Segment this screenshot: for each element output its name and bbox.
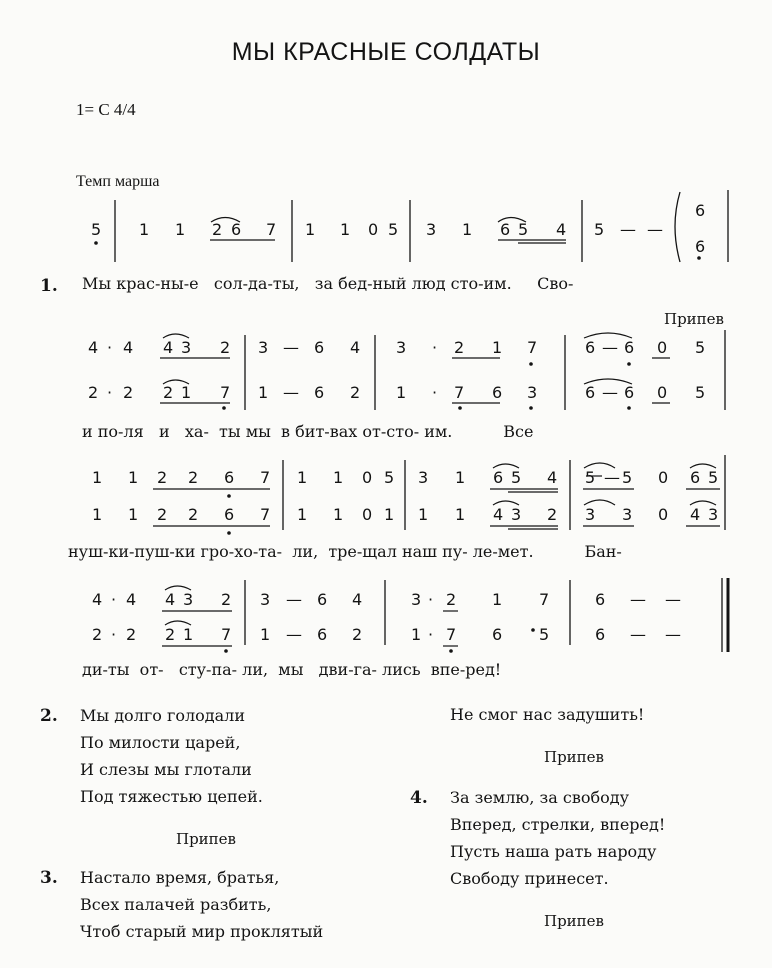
note: 6 xyxy=(492,383,503,402)
note: 6 xyxy=(317,590,328,609)
note: 0 xyxy=(362,468,373,487)
note: 6 xyxy=(224,468,235,487)
note: 5 xyxy=(622,468,633,487)
note: 3 xyxy=(396,338,407,357)
verse-line: Под тяжестью цепей. xyxy=(80,787,263,806)
note: — xyxy=(620,220,636,239)
verse-line: Всех палачей разбить, xyxy=(80,895,272,914)
lyrics-line-2: и по-ля и ха- ты мы в бит-вах от-сто- им. Все xyxy=(82,422,534,441)
note: 5 xyxy=(585,468,596,487)
note: 1 xyxy=(260,625,271,644)
note: 2 xyxy=(220,338,231,357)
note: 3 xyxy=(183,590,194,609)
note: 2 xyxy=(188,505,199,524)
note: 4 xyxy=(165,590,176,609)
note: 3 xyxy=(511,505,522,524)
note: · xyxy=(107,383,113,402)
note: · xyxy=(428,590,434,609)
lyrics-line-1: Мы крас-ны-е сол-да-ты, за бед-ный люд сто-им. Сво- xyxy=(82,274,574,293)
note: 7 xyxy=(260,468,271,487)
note: 7 xyxy=(260,505,271,524)
note: 6 xyxy=(690,468,701,487)
verse-line: Не смог нас задушить! xyxy=(450,705,645,724)
note: 1 xyxy=(333,505,344,524)
note: 4 xyxy=(556,220,567,239)
note: · xyxy=(111,590,117,609)
note: 4 xyxy=(547,468,558,487)
note: 0 xyxy=(362,505,373,524)
note: 3 xyxy=(260,590,271,609)
note: 1 xyxy=(139,220,150,239)
note: 6 xyxy=(695,237,706,256)
note: 1 xyxy=(258,383,269,402)
note: 6 xyxy=(314,383,325,402)
note: 5 xyxy=(695,338,706,357)
note: — xyxy=(602,383,618,402)
note: 2 xyxy=(350,383,361,402)
verse-line: И слезы мы глотали xyxy=(80,760,252,779)
note: 0 xyxy=(368,220,379,239)
note: 1 xyxy=(128,505,139,524)
note: 2 xyxy=(163,383,174,402)
note: 2 xyxy=(547,505,558,524)
note: 6 xyxy=(493,468,504,487)
note: 2 xyxy=(221,590,232,609)
note: 1 xyxy=(384,505,395,524)
note: 5 xyxy=(708,468,719,487)
note: 4 xyxy=(126,590,137,609)
verse-line: Пусть наша рать народу xyxy=(450,842,657,861)
note: 4 xyxy=(350,338,361,357)
note: 3 xyxy=(418,468,429,487)
verse-number: 2. xyxy=(40,706,58,726)
note: 1 xyxy=(492,590,503,609)
note: 1 xyxy=(175,220,186,239)
verse-line: За землю, за свободу xyxy=(450,788,629,807)
note: 3 xyxy=(527,383,538,402)
note: 1 xyxy=(340,220,351,239)
note: 3 xyxy=(181,338,192,357)
note: 7 xyxy=(221,625,232,644)
note: 5 xyxy=(91,220,102,239)
note: 0 xyxy=(658,468,669,487)
note: 1 xyxy=(183,625,194,644)
note: 6 xyxy=(224,505,235,524)
refrain-label: Припев xyxy=(544,748,604,766)
note: · xyxy=(111,625,117,644)
note: 5 xyxy=(511,468,522,487)
note: · xyxy=(107,338,113,357)
note: 3 xyxy=(411,590,422,609)
note: 2 xyxy=(454,338,465,357)
note: 4 xyxy=(493,505,504,524)
note: — xyxy=(286,590,302,609)
note: — xyxy=(665,590,681,609)
note: 0 xyxy=(657,383,668,402)
verse-line: Свободу принесет. xyxy=(450,869,609,888)
tempo-marking: Темп марша xyxy=(76,173,160,190)
note: 5 xyxy=(384,468,395,487)
note: 0 xyxy=(658,505,669,524)
note: 7 xyxy=(539,590,550,609)
verse-number: 1. xyxy=(40,276,58,296)
note: 1 xyxy=(411,625,422,644)
verse-line: Чтоб старый мир проклятый xyxy=(80,922,324,941)
note: 5 xyxy=(388,220,399,239)
note: 4 xyxy=(92,590,103,609)
verse-line: По милости царей, xyxy=(80,733,241,752)
note: 6 xyxy=(595,590,606,609)
note: · xyxy=(432,383,438,402)
note: 6 xyxy=(585,338,596,357)
note: 6 xyxy=(492,625,503,644)
note: 5 xyxy=(695,383,706,402)
note: 2 xyxy=(88,383,99,402)
note: 1 xyxy=(128,468,139,487)
note: 1 xyxy=(297,505,308,524)
note: 2 xyxy=(157,505,168,524)
system-4 xyxy=(92,586,681,653)
system-2 xyxy=(88,333,705,410)
note: — xyxy=(604,468,620,487)
note: 2 xyxy=(157,468,168,487)
note: 6 xyxy=(595,625,606,644)
lyrics-line-4: ди-ты от- сту-па- ли, мы дви-га- лись впе-ред! xyxy=(82,660,502,679)
note: — xyxy=(630,625,646,644)
note: 6 xyxy=(695,201,706,220)
note: 1 xyxy=(396,383,407,402)
barlines xyxy=(115,190,728,652)
note: 6 xyxy=(500,220,511,239)
key-signature: 1= C 4/4 xyxy=(76,100,136,119)
note: 2 xyxy=(123,383,134,402)
note: 6 xyxy=(317,625,328,644)
verse-number: 4. xyxy=(410,788,428,808)
note: 3 xyxy=(426,220,437,239)
note: — xyxy=(665,625,681,644)
note: 2 xyxy=(126,625,137,644)
note: 1 xyxy=(455,468,466,487)
note: 1 xyxy=(297,468,308,487)
note: · xyxy=(428,625,434,644)
note: 5 xyxy=(594,220,605,239)
note: 5 xyxy=(518,220,529,239)
note: 7 xyxy=(454,383,465,402)
note: 3 xyxy=(585,505,596,524)
verse-line: Настало время, братья, xyxy=(80,868,280,887)
note: 3 xyxy=(258,338,269,357)
refrain-label-system1: Припев xyxy=(664,310,724,328)
note: 1 xyxy=(333,468,344,487)
note: 1 xyxy=(462,220,473,239)
system-3 xyxy=(92,463,720,535)
note: 1 xyxy=(305,220,316,239)
note: 2 xyxy=(165,625,176,644)
note: 6 xyxy=(231,220,242,239)
note: — xyxy=(630,590,646,609)
note: 6 xyxy=(314,338,325,357)
verse-line: Мы долго голодали xyxy=(80,706,245,725)
refrain-label: Припев xyxy=(544,912,604,930)
note: 4 xyxy=(690,505,701,524)
note: 3 xyxy=(708,505,719,524)
note: 1 xyxy=(92,468,103,487)
verse-line: Вперед, стрелки, вперед! xyxy=(450,815,666,834)
note: 1 xyxy=(92,505,103,524)
note: 2 xyxy=(446,590,457,609)
note: 4 xyxy=(88,338,99,357)
verse-number: 3. xyxy=(40,868,58,888)
refrain-label: Припев xyxy=(176,830,236,848)
note: 6 xyxy=(624,338,635,357)
note: 1 xyxy=(418,505,429,524)
note: 1 xyxy=(181,383,192,402)
note: 0 xyxy=(657,338,668,357)
note: 4 xyxy=(352,590,363,609)
note: — xyxy=(283,383,299,402)
note: 6 xyxy=(624,383,635,402)
note: — xyxy=(286,625,302,644)
note: 2 xyxy=(188,468,199,487)
note: 1 xyxy=(492,338,503,357)
note: — xyxy=(647,220,663,239)
note: 2 xyxy=(352,625,363,644)
note: 2 xyxy=(92,625,103,644)
note: 4 xyxy=(123,338,134,357)
note: 7 xyxy=(266,220,277,239)
lyrics-line-3: нуш-ки-пуш-ки гро-хо-та- ли, тре-щал наш пу- ле-мет. Бан- xyxy=(68,542,622,561)
note: 1 xyxy=(455,505,466,524)
note: — xyxy=(602,338,618,357)
note: 4 xyxy=(163,338,174,357)
note: 6 xyxy=(585,383,596,402)
system-1 xyxy=(91,201,705,260)
song-title: МЫ КРАСНЫЕ СОЛДАТЫ xyxy=(231,38,541,66)
note: 2 xyxy=(212,220,223,239)
note: 5 xyxy=(539,625,550,644)
note: 3 xyxy=(622,505,633,524)
note: · xyxy=(432,338,438,357)
note: — xyxy=(283,338,299,357)
note: 7 xyxy=(446,625,457,644)
note: 7 xyxy=(220,383,231,402)
note: 7 xyxy=(527,338,538,357)
